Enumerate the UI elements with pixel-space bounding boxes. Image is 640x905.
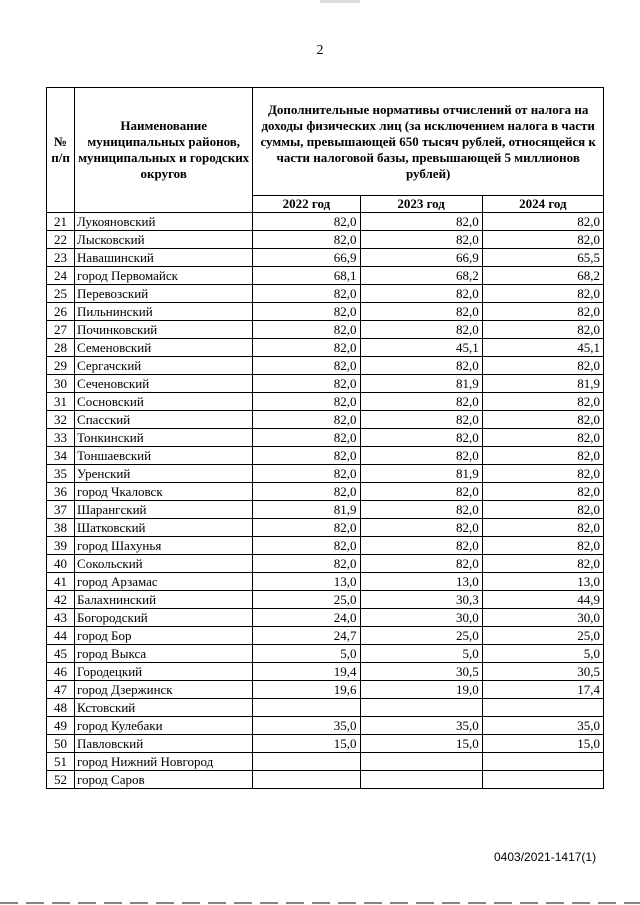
row-number: 51 [47, 753, 75, 771]
table-row [47, 375, 604, 393]
row-value-2024: 82,0 [482, 213, 603, 231]
row-name: Сосновский [75, 393, 253, 411]
row-value-2023: 82,0 [360, 483, 482, 501]
row-value-2023: 66,9 [360, 249, 482, 267]
row-name: Сеченовский [75, 375, 253, 393]
row-value-2023 [360, 699, 482, 717]
row-value-2023: 15,0 [360, 735, 482, 753]
row-number: 44 [47, 627, 75, 645]
row-value-2022: 15,0 [253, 735, 360, 753]
row-value-2024: 68,2 [482, 267, 603, 285]
row-number: 29 [47, 357, 75, 375]
row-value-2024: 82,0 [482, 555, 603, 573]
table-row [47, 231, 604, 249]
table-row [47, 357, 604, 375]
row-number: 46 [47, 663, 75, 681]
row-value-2022: 82,0 [253, 411, 360, 429]
row-number: 41 [47, 573, 75, 591]
table-row [47, 663, 604, 681]
row-name: Балахнинский [75, 591, 253, 609]
row-value-2023: 82,0 [360, 357, 482, 375]
row-value-2023: 30,3 [360, 591, 482, 609]
row-value-2024: 82,0 [482, 465, 603, 483]
row-value-2024: 82,0 [482, 303, 603, 321]
row-value-2024: 30,0 [482, 609, 603, 627]
header-year-2022: 2022 год [253, 196, 360, 213]
table-row [47, 303, 604, 321]
row-value-2024: 82,0 [482, 393, 603, 411]
row-value-2022: 82,0 [253, 321, 360, 339]
row-name: Кстовский [75, 699, 253, 717]
page-number: 2 [316, 43, 324, 58]
row-value-2024 [482, 771, 603, 789]
row-number: 26 [47, 303, 75, 321]
row-name: Лукояновский [75, 213, 253, 231]
row-value-2022: 82,0 [253, 465, 360, 483]
row-value-2023: 25,0 [360, 627, 482, 645]
row-value-2023: 82,0 [360, 429, 482, 447]
header-year-2024: 2024 год [482, 196, 603, 213]
row-value-2023: 30,0 [360, 609, 482, 627]
row-value-2024: 82,0 [482, 321, 603, 339]
row-number: 52 [47, 771, 75, 789]
row-name: Тоншаевский [75, 447, 253, 465]
row-value-2024: 82,0 [482, 357, 603, 375]
row-value-2023: 82,0 [360, 411, 482, 429]
row-value-2024: 5,0 [482, 645, 603, 663]
table-row [47, 573, 604, 591]
row-value-2024: 15,0 [482, 735, 603, 753]
table-row [47, 285, 604, 303]
row-value-2023 [360, 771, 482, 789]
table-row [47, 717, 604, 735]
row-number: 34 [47, 447, 75, 465]
table-row [47, 519, 604, 537]
row-number: 24 [47, 267, 75, 285]
row-value-2024: 17,4 [482, 681, 603, 699]
table-row [47, 483, 604, 501]
row-value-2024: 45,1 [482, 339, 603, 357]
header-year-2023: 2023 год [360, 196, 482, 213]
row-value-2024: 44,9 [482, 591, 603, 609]
row-name: Навашинский [75, 249, 253, 267]
table-row [47, 591, 604, 609]
row-value-2022: 82,0 [253, 375, 360, 393]
row-value-2023: 82,0 [360, 321, 482, 339]
row-value-2022: 66,9 [253, 249, 360, 267]
row-value-2024: 82,0 [482, 483, 603, 501]
row-value-2022: 82,0 [253, 537, 360, 555]
row-value-2024: 82,0 [482, 285, 603, 303]
row-value-2023 [360, 753, 482, 771]
row-name: Уренский [75, 465, 253, 483]
row-name: город Бор [75, 627, 253, 645]
row-value-2024: 82,0 [482, 231, 603, 249]
row-value-2022: 19,6 [253, 681, 360, 699]
row-value-2022: 19,4 [253, 663, 360, 681]
row-number: 40 [47, 555, 75, 573]
table-row [47, 213, 604, 231]
row-value-2024: 82,0 [482, 447, 603, 465]
row-name: Семеновский [75, 339, 253, 357]
row-value-2023: 68,2 [360, 267, 482, 285]
row-value-2023: 82,0 [360, 501, 482, 519]
table-row [47, 267, 604, 285]
row-name: Богородский [75, 609, 253, 627]
row-value-2022: 5,0 [253, 645, 360, 663]
row-name: город Саров [75, 771, 253, 789]
scan-artifact-top [320, 0, 360, 3]
row-name: Починковский [75, 321, 253, 339]
row-number: 32 [47, 411, 75, 429]
row-name: Пильнинский [75, 303, 253, 321]
table-row [47, 537, 604, 555]
header-name: Наименование муниципальных районов, муниципальных и городских округов [75, 88, 253, 213]
row-value-2024 [482, 753, 603, 771]
row-value-2022 [253, 771, 360, 789]
row-value-2024: 65,5 [482, 249, 603, 267]
row-value-2024 [482, 699, 603, 717]
row-name: Павловский [75, 735, 253, 753]
row-value-2024: 13,0 [482, 573, 603, 591]
row-value-2023: 13,0 [360, 573, 482, 591]
row-number: 45 [47, 645, 75, 663]
row-value-2022: 82,0 [253, 339, 360, 357]
row-name: город Кулебаки [75, 717, 253, 735]
row-value-2023: 81,9 [360, 375, 482, 393]
table-row [47, 339, 604, 357]
table-row [47, 447, 604, 465]
row-value-2022: 82,0 [253, 357, 360, 375]
table-row [47, 465, 604, 483]
row-value-2023: 82,0 [360, 213, 482, 231]
row-value-2023: 82,0 [360, 303, 482, 321]
row-value-2023: 82,0 [360, 285, 482, 303]
row-value-2024: 35,0 [482, 717, 603, 735]
row-name: Спасский [75, 411, 253, 429]
row-number: 31 [47, 393, 75, 411]
row-name: Тонкинский [75, 429, 253, 447]
row-number: 42 [47, 591, 75, 609]
row-number: 35 [47, 465, 75, 483]
row-value-2023: 82,0 [360, 231, 482, 249]
row-number: 43 [47, 609, 75, 627]
normatives-table [46, 87, 604, 789]
table-row [47, 627, 604, 645]
row-value-2023: 5,0 [360, 645, 482, 663]
row-value-2022: 82,0 [253, 519, 360, 537]
row-value-2022: 24,7 [253, 627, 360, 645]
row-value-2022: 25,0 [253, 591, 360, 609]
row-name: город Выкса [75, 645, 253, 663]
row-value-2022 [253, 753, 360, 771]
row-number: 48 [47, 699, 75, 717]
table-row [47, 645, 604, 663]
row-name: Сокольский [75, 555, 253, 573]
row-value-2022: 82,0 [253, 393, 360, 411]
row-number: 23 [47, 249, 75, 267]
table-row [47, 699, 604, 717]
row-name: Лысковский [75, 231, 253, 249]
row-number: 36 [47, 483, 75, 501]
row-value-2024: 82,0 [482, 411, 603, 429]
row-value-2023: 82,0 [360, 393, 482, 411]
row-name: Шатковский [75, 519, 253, 537]
table-row [47, 555, 604, 573]
row-name: Сергачский [75, 357, 253, 375]
row-name: город Первомайск [75, 267, 253, 285]
table-row [47, 681, 604, 699]
header-number: № п/п [47, 88, 75, 213]
row-value-2024: 82,0 [482, 519, 603, 537]
row-number: 47 [47, 681, 75, 699]
row-value-2023: 81,9 [360, 465, 482, 483]
row-number: 28 [47, 339, 75, 357]
row-value-2023: 35,0 [360, 717, 482, 735]
row-name: город Дзержинск [75, 681, 253, 699]
row-value-2024: 30,5 [482, 663, 603, 681]
row-value-2023: 30,5 [360, 663, 482, 681]
row-value-2023: 45,1 [360, 339, 482, 357]
row-value-2024: 82,0 [482, 501, 603, 519]
table-row [47, 249, 604, 267]
document-code: 0403/2021-1417(1) [494, 850, 597, 864]
table-row [47, 735, 604, 753]
row-number: 27 [47, 321, 75, 339]
row-name: Перевозский [75, 285, 253, 303]
row-name: город Арзамас [75, 573, 253, 591]
header-group: Дополнительные нормативы отчислений от налога на доходы физических лиц (за исключением налога в части суммы, превышающей 650 тысяч рублей, относящейся к части налоговой базы, превышающей 5 миллионов рублей) [253, 88, 604, 196]
row-number: 38 [47, 519, 75, 537]
row-value-2022: 35,0 [253, 717, 360, 735]
row-value-2023: 82,0 [360, 537, 482, 555]
row-value-2022 [253, 699, 360, 717]
row-number: 21 [47, 213, 75, 231]
row-value-2022: 82,0 [253, 231, 360, 249]
table-row [47, 753, 604, 771]
row-value-2022: 82,0 [253, 555, 360, 573]
row-value-2024: 25,0 [482, 627, 603, 645]
row-value-2022: 82,0 [253, 303, 360, 321]
row-value-2022: 82,0 [253, 447, 360, 465]
table-row [47, 609, 604, 627]
row-value-2023: 82,0 [360, 519, 482, 537]
table-row [47, 771, 604, 789]
table-body [47, 213, 604, 789]
row-number: 49 [47, 717, 75, 735]
row-value-2024: 82,0 [482, 429, 603, 447]
table-row [47, 429, 604, 447]
row-name: город Шахунья [75, 537, 253, 555]
table-row [47, 501, 604, 519]
row-value-2022: 82,0 [253, 483, 360, 501]
table-row [47, 321, 604, 339]
row-value-2022: 24,0 [253, 609, 360, 627]
row-name: город Чкаловск [75, 483, 253, 501]
row-number: 22 [47, 231, 75, 249]
row-number: 25 [47, 285, 75, 303]
row-number: 37 [47, 501, 75, 519]
row-value-2024: 81,9 [482, 375, 603, 393]
row-name: Городецкий [75, 663, 253, 681]
row-number: 50 [47, 735, 75, 753]
row-name: город Нижний Новгород [75, 753, 253, 771]
row-number: 39 [47, 537, 75, 555]
row-value-2022: 81,9 [253, 501, 360, 519]
scan-artifact-bottom [0, 902, 640, 904]
row-value-2023: 82,0 [360, 555, 482, 573]
row-value-2022: 82,0 [253, 429, 360, 447]
row-value-2022: 82,0 [253, 285, 360, 303]
row-value-2023: 19,0 [360, 681, 482, 699]
row-value-2022: 13,0 [253, 573, 360, 591]
table-row [47, 393, 604, 411]
row-name: Шарангский [75, 501, 253, 519]
row-value-2022: 68,1 [253, 267, 360, 285]
row-number: 30 [47, 375, 75, 393]
row-number: 33 [47, 429, 75, 447]
row-value-2024: 82,0 [482, 537, 603, 555]
table-row [47, 411, 604, 429]
row-value-2022: 82,0 [253, 213, 360, 231]
row-value-2023: 82,0 [360, 447, 482, 465]
